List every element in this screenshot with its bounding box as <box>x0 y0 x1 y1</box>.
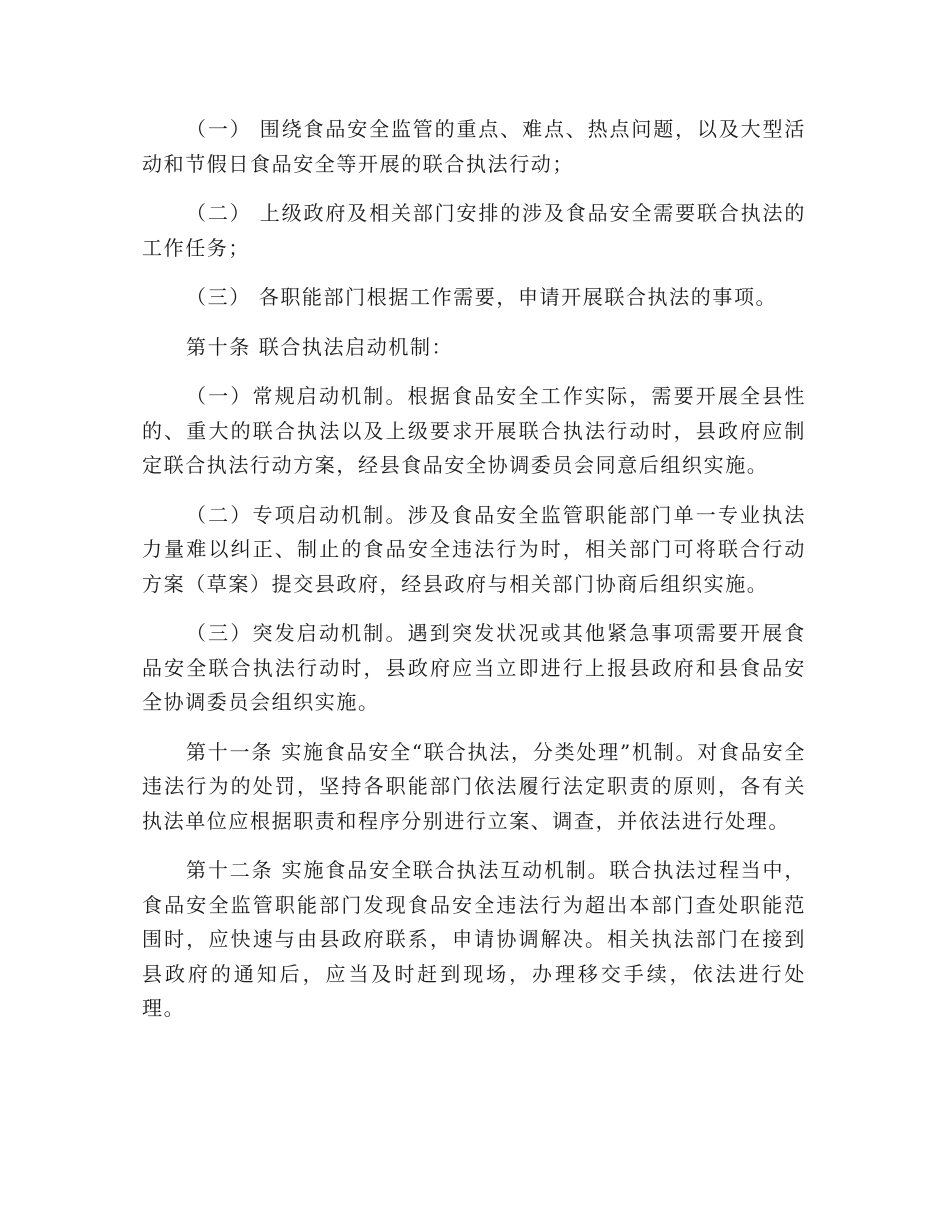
paragraph-routine-start: （一）常规启动机制。根据食品安全工作实际，需要开展全县性的、重大的联合执法以及上级要求开展联合执法行动时，县政府应制定联合执法行动方案，经县食品安全协调委员会同意后组织实施。 <box>142 384 806 477</box>
document-body <box>142 112 806 1041</box>
article-12: 第十二条 实施食品安全联合执法互动机制。联合执法过程当中，食品安全监管职能部门发现食品安全违法行为超出本部门查处职能范围时，应快速与由县政府联系，申请协调解决。相关执法部门在接到县政府的通知后，应当及时赶到现场，办理移交手续，依法进行处理。 <box>142 858 806 1020</box>
paragraph-1: （一） 围绕食品安全监管的重点、难点、热点问题，以及大型活动和节假日食品安全等开展的联合执法行动； <box>142 117 806 176</box>
article-10-heading: 第十条 联合执法启动机制： <box>186 334 454 359</box>
paragraph-special-start: （二）专项启动机制。涉及食品安全监管职能部门单一专业执法力量难以纠正、制止的食品安全违法行为时，相关部门可将联合行动方案（草案）提交县政府，经县政府与相关部门协商后组织实施。 <box>142 502 806 596</box>
paragraph-2: （二） 上级政府及相关部门安排的涉及食品安全需要联合执法的工作任务； <box>142 201 806 260</box>
paragraph-3: （三） 各职能部门根据工作需要，申请开展联合执法的事项。 <box>186 285 778 309</box>
article-11: 第十一条 实施食品安全“联合执法，分类处理”机制。对食品安全违法行为的处罚，坚持各职能部门依法履行法定职责的原则，各有关执法单位应根据职责和程序分别进行立案、调查，并依法进行处理。 <box>142 739 806 833</box>
paragraph-emergency-start: （三）突发启动机制。遇到突发状况或其他紧急事项需要开展食品安全联合执法行动时，县政府应当立即进行上报县政府和县食品安全协调委员会组织实施。 <box>142 621 806 714</box>
